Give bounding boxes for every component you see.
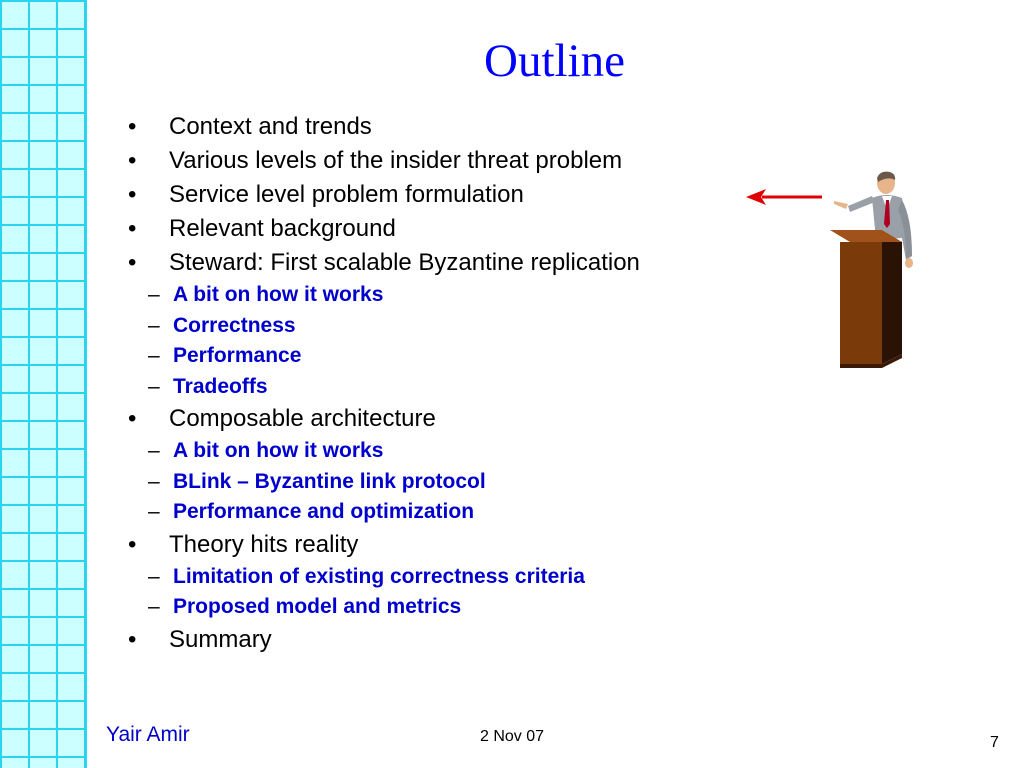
outline-subitem-label: Performance and optimization <box>173 500 475 523</box>
outline-subitem-label: A bit on how it works <box>173 283 384 306</box>
page-number: 7 <box>990 734 999 751</box>
outline-list <box>128 110 640 657</box>
subitem-dash: – <box>148 283 160 306</box>
outline-subitem-label: Proposed model and metrics <box>173 595 462 618</box>
outline-item <box>128 402 640 436</box>
outline-item <box>128 623 640 657</box>
subitem-dash: – <box>148 564 160 588</box>
outline-subitem <box>128 467 640 498</box>
left-arrow-icon <box>744 186 824 208</box>
outline-item-label: Steward: First scalable Byzantine replication <box>169 249 640 276</box>
outline-item <box>128 110 640 144</box>
slide-title: Outline <box>484 35 625 87</box>
outline-item <box>128 528 640 562</box>
outline-item <box>128 246 640 280</box>
outline-item-label: Relevant background <box>169 215 396 242</box>
decorative-grid-band <box>0 0 87 768</box>
outline-subitem <box>128 436 640 467</box>
footer-author: Yair Amir <box>106 723 190 746</box>
outline-item-label: Various levels of the insider threat problem <box>169 147 623 174</box>
outline-subitem <box>128 562 640 593</box>
outline-subitem-label: Tradeoffs <box>173 374 268 398</box>
footer-date: 2 Nov 07 <box>480 728 545 745</box>
outline-subitem <box>128 280 640 311</box>
outline-subitem <box>128 341 640 372</box>
subitem-dash: – <box>148 374 160 398</box>
outline-subitem-label: Performance <box>173 344 302 367</box>
outline-subitem <box>128 592 640 623</box>
outline-item-label: Composable architecture <box>169 405 436 432</box>
subitem-dash: – <box>148 469 160 493</box>
subitem-dash: – <box>148 313 160 337</box>
subitem-dash: – <box>148 344 160 367</box>
outline-subitem <box>128 372 640 403</box>
outline-item <box>128 212 640 246</box>
outline-subitem-label: A bit on how it works <box>173 439 384 462</box>
outline-item-label: Context and trends <box>169 113 372 140</box>
subitem-dash: – <box>148 439 160 462</box>
outline-item <box>128 144 640 178</box>
outline-item <box>128 178 640 212</box>
outline-subitem <box>128 497 640 528</box>
outline-item-label: Theory hits reality <box>169 530 359 558</box>
subitem-dash: – <box>148 595 160 618</box>
outline-subitem-label: BLink – Byzantine link protocol <box>173 469 486 493</box>
presenter-at-podium-icon <box>820 168 920 368</box>
subitem-dash: – <box>148 500 160 523</box>
outline-item-label: Service level problem formulation <box>169 181 524 208</box>
outline-subitem <box>128 311 640 342</box>
outline-subitem-label: Limitation of existing correctness criteria <box>173 564 585 588</box>
outline-item-label: Summary <box>169 625 272 653</box>
outline-subitem-label: Correctness <box>173 313 296 337</box>
